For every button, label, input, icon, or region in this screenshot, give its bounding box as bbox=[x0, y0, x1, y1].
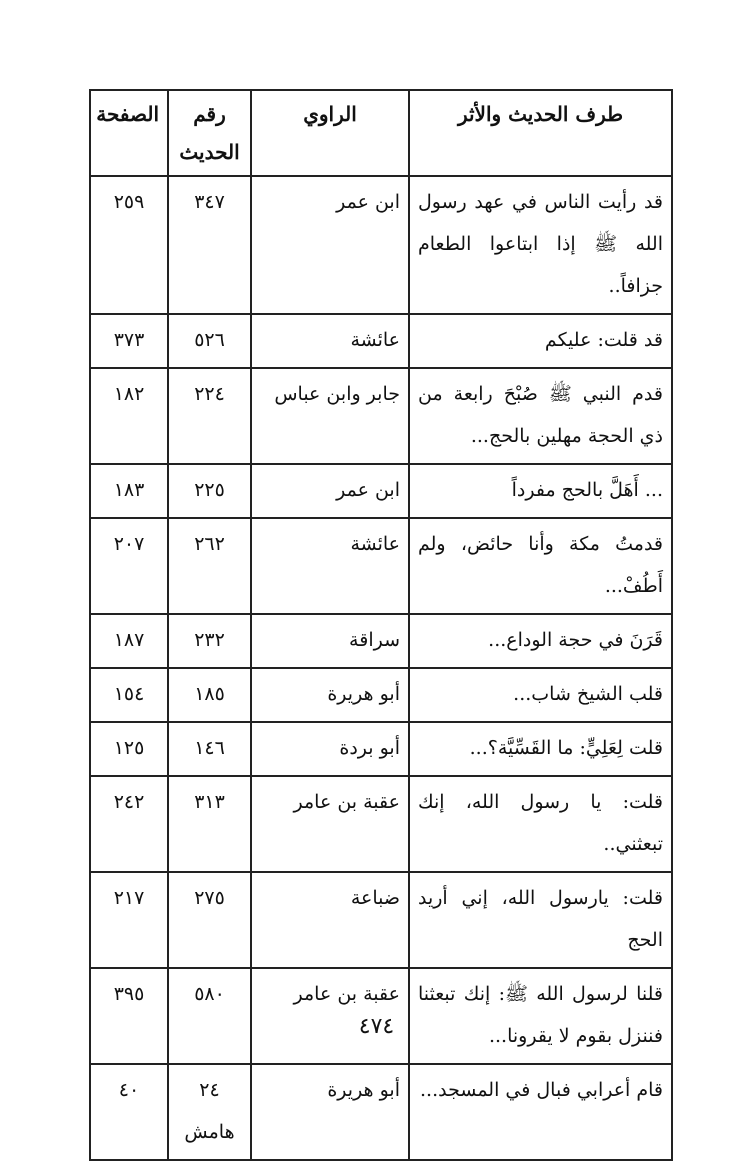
hadith-text-cell bbox=[409, 668, 672, 722]
table-row bbox=[90, 464, 672, 518]
narrator-cell-value: عائشة bbox=[350, 533, 400, 555]
hadith-text-cell bbox=[409, 722, 672, 776]
header-hadith-number: رقم الحديث bbox=[168, 90, 251, 176]
narrator-cell bbox=[251, 464, 409, 518]
hadith-index-table bbox=[89, 89, 673, 1161]
table-body bbox=[90, 176, 672, 1160]
narrator-cell bbox=[251, 1064, 409, 1160]
hadith-text-cell-value: قد رأيت الناس في عهد رسول الله ﷺ إذا ابتاعوا الطعام جزافاً.. bbox=[418, 191, 663, 297]
table-row bbox=[90, 368, 672, 464]
narrator-cell-value: ابن عمر bbox=[336, 191, 400, 213]
narrator-cell-value: سراقة bbox=[349, 629, 400, 651]
hadith-text-cell-value: قلت: يارسول الله، إني أريد الحج bbox=[418, 887, 663, 951]
page-cell-value: ١٢٥ bbox=[113, 737, 145, 759]
page-cell bbox=[90, 464, 168, 518]
hadith-text-cell bbox=[409, 614, 672, 668]
page-cell bbox=[90, 1064, 168, 1160]
hadith-text-cell bbox=[409, 314, 672, 368]
hadith-text-cell bbox=[409, 368, 672, 464]
page-cell-value: ٢٠٧ bbox=[113, 533, 145, 555]
hadith-text-cell bbox=[409, 518, 672, 614]
hadith-text-cell bbox=[409, 176, 672, 314]
hadith-number-cell-value: ٢٣٢ bbox=[194, 629, 225, 651]
hadith-number-cell-value: ٥٢٦ bbox=[194, 329, 225, 351]
page-cell-value: ١٨٢ bbox=[113, 383, 145, 405]
page-number: ٤٧٤ bbox=[358, 1014, 395, 1039]
header-text: طرف الحديث والأثر bbox=[409, 90, 672, 176]
page-cell-value: ٢٤٢ bbox=[113, 791, 145, 813]
narrator-cell bbox=[251, 176, 409, 314]
narrator-cell-value: أبو بردة bbox=[339, 737, 400, 759]
hadith-number-cell-value: ٣٤٧ bbox=[194, 191, 225, 213]
table-row bbox=[90, 518, 672, 614]
hadith-text-cell-value: قلت: يا رسول الله، إنك تبعثني.. bbox=[418, 791, 663, 855]
hadith-text-cell bbox=[409, 1064, 672, 1160]
page-cell-value: ٣٧٣ bbox=[113, 329, 145, 351]
narrator-cell bbox=[251, 722, 409, 776]
hadith-text-cell-value: قدمتُ مكة وأنا حائض، ولم أَطُفْ... bbox=[418, 533, 663, 597]
page-cell bbox=[90, 872, 168, 968]
table-row bbox=[90, 722, 672, 776]
hadith-text-cell bbox=[409, 872, 672, 968]
hadith-text-cell-value: قد قلت: عليكم bbox=[544, 329, 663, 351]
table-row bbox=[90, 776, 672, 872]
hadith-number-cell bbox=[168, 368, 251, 464]
hadith-note: هامش bbox=[184, 1121, 235, 1143]
header-page: الصفحة bbox=[90, 90, 168, 176]
hadith-text-cell bbox=[409, 776, 672, 872]
page-cell bbox=[90, 722, 168, 776]
page-cell-value: ١٨٧ bbox=[113, 629, 145, 651]
hadith-number-cell-value: ٢٤ bbox=[199, 1079, 220, 1101]
hadith-number-cell bbox=[168, 668, 251, 722]
narrator-cell-value: عائشة bbox=[350, 329, 400, 351]
hadith-text-cell-value: قَرَنَ في حجة الوداع... bbox=[488, 629, 663, 651]
page-cell-value: ١٥٤ bbox=[113, 683, 145, 705]
hadith-number-cell-value: ٢٧٥ bbox=[194, 887, 225, 909]
hadith-text-cell-value: قلت لِعَلِيٍّ: ما القَسِّيَّة؟... bbox=[469, 737, 663, 759]
page-cell-value: ١٨٣ bbox=[113, 479, 145, 501]
header-narrator: الراوي bbox=[251, 90, 409, 176]
hadith-text-cell-value: قام أعرابي فبال في المسجد... bbox=[420, 1079, 663, 1101]
narrator-cell bbox=[251, 668, 409, 722]
hadith-number-cell-value: ٢٦٢ bbox=[194, 533, 225, 555]
narrator-cell-value: ابن عمر bbox=[336, 479, 400, 501]
page-cell bbox=[90, 176, 168, 314]
narrator-cell-value: أبو هريرة bbox=[327, 1079, 400, 1101]
narrator-cell bbox=[251, 776, 409, 872]
hadith-text-cell-value: قلنا لرسول الله ﷺ: إنك تبعثنا فننزل بقوم لا يقرونا... bbox=[418, 983, 663, 1047]
narrator-cell bbox=[251, 518, 409, 614]
page-cell bbox=[90, 368, 168, 464]
page-cell bbox=[90, 614, 168, 668]
hadith-text-cell-value: قلب الشيخ شاب... bbox=[513, 683, 663, 705]
narrator-cell-value: أبو هريرة bbox=[327, 683, 400, 705]
narrator-cell-value: عقبة بن عامر bbox=[293, 791, 400, 813]
hadith-number-cell-value: ٢٢٥ bbox=[194, 479, 225, 501]
hadith-text-cell-value: ... أَهَلَّ بالحج مفرداً bbox=[511, 479, 663, 501]
narrator-cell bbox=[251, 872, 409, 968]
hadith-number-cell bbox=[168, 464, 251, 518]
table-row bbox=[90, 668, 672, 722]
narrator-cell-value: عقبة بن عامر bbox=[293, 983, 400, 1005]
hadith-number-cell bbox=[168, 872, 251, 968]
page-cell bbox=[90, 668, 168, 722]
hadith-number-cell bbox=[168, 614, 251, 668]
page-cell bbox=[90, 314, 168, 368]
table-row bbox=[90, 872, 672, 968]
narrator-cell-value: ضباعة bbox=[350, 887, 400, 909]
narrator-cell bbox=[251, 314, 409, 368]
hadith-number-cell-value: ٢٢٤ bbox=[194, 383, 225, 405]
table-row bbox=[90, 176, 672, 314]
hadith-number-cell-value: ٥٨٠ bbox=[194, 983, 225, 1005]
page-cell-value: ٤٠ bbox=[118, 1079, 140, 1101]
narrator-cell bbox=[251, 368, 409, 464]
hadith-number-cell bbox=[168, 1064, 251, 1160]
table-header-row bbox=[90, 90, 672, 176]
hadith-number-cell bbox=[168, 176, 251, 314]
hadith-number-cell bbox=[168, 518, 251, 614]
hadith-number-cell bbox=[168, 722, 251, 776]
hadith-text-cell bbox=[409, 464, 672, 518]
table-row bbox=[90, 1064, 672, 1160]
narrator-cell-value: جابر وابن عباس bbox=[274, 383, 400, 405]
page-cell-value: ٣٩٥ bbox=[113, 983, 145, 1005]
table-row bbox=[90, 614, 672, 668]
page-cell bbox=[90, 518, 168, 614]
hadith-number-cell bbox=[168, 776, 251, 872]
page-cell bbox=[90, 776, 168, 872]
hadith-number-cell-value: ١٤٦ bbox=[194, 737, 225, 759]
page-cell-value: ٢١٧ bbox=[113, 887, 145, 909]
narrator-cell bbox=[251, 614, 409, 668]
hadith-number-cell bbox=[168, 314, 251, 368]
table-row bbox=[90, 314, 672, 368]
hadith-number-cell-value: ١٨٥ bbox=[194, 683, 225, 705]
hadith-number-cell-value: ٣١٣ bbox=[194, 791, 225, 813]
page-cell-value: ٢٥٩ bbox=[113, 191, 145, 213]
hadith-text-cell-value: قدم النبي ﷺ صُبْحَ رابعة من ذي الحجة مهلين بالحج... bbox=[418, 383, 663, 447]
